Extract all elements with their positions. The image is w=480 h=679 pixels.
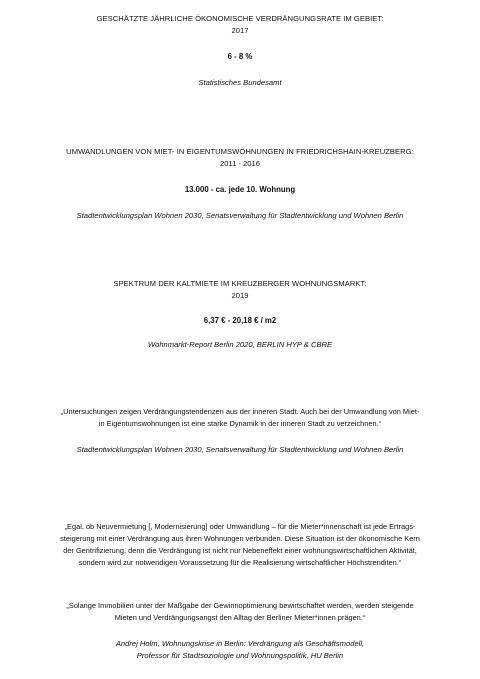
quote-source: Stadtentwicklungsplan Wohnen 2030, Senatsverwaltung für Stadtentwicklung und Wohnen Berlin (76, 445, 404, 454)
stat-rent-range (30, 278, 450, 351)
stat-year: 2017 (231, 26, 249, 35)
quote-gentrification (30, 521, 450, 569)
quote-text (30, 600, 450, 624)
stat-value: 13.000 - ca. jede 10. Wohnung (184, 185, 296, 194)
quote-line: sondern wird zur notwendigen Voraussetzung für die Realisierung wirtschaftlicher Höchstrenditen.“ (78, 558, 402, 567)
quote-stadtentwicklungsplan (30, 406, 450, 456)
quote-text (30, 406, 450, 430)
stat-source: Wohnmarkt-Report Berlin 2020, BERLIN HYP & CBRE (147, 340, 333, 349)
stat-conversions (30, 146, 450, 222)
stat-source: Stadtentwicklungsplan Wohnen 2030, Senatsverwaltung für Stadtentwicklung und Wohnen Berlin (76, 211, 404, 220)
quote-line: der Gentrifizierung, denn die Verdrängung ist nicht nur Nebeneffekt einer wohnungswirtschaftlichen Aktivität, (63, 546, 417, 555)
quote-line: „Untersuchungen zeigen Verdrängungstendenzen aus der inneren Stadt. Auch bei der Umwandlung von Miet- (60, 407, 420, 416)
stat-year: 2011 - 2016 (220, 159, 260, 168)
quote-line: in Eigentumswohnungen ist eine starke Dynamik in der inneren Stadt zu verzeichnen.“ (98, 419, 382, 428)
quote-line: „Solange Immobilien unter der Maßgabe der Gewinnoptimierung bewirtschaftet werden, werden steigende (66, 601, 414, 610)
stat-displacement-rate (30, 13, 450, 89)
stat-heading: SPEKTRUM DER KALTMIETE IM KREUZBERGER WOHNUNGSMARKT: (113, 279, 367, 288)
stat-value: 6 - 8 % (227, 52, 253, 61)
quote-line: steigerung mit einer Verdrängung aus ihren Wohnungen verbunden. Diese Situation ist der ökonomische Kern (60, 534, 420, 543)
quote-holm (30, 600, 450, 662)
quote-line: „Egal, ob Neuvermietung [, Modernisierung] oder Umwandlung – für die Mieter*innenschaft ist jede Ertrags- (64, 522, 416, 531)
stat-heading: GESCHÄTZTE JÄHRLICHE ÖKONOMISCHE VERDRÄNGUNGSRATE IM GEBIET: (96, 14, 384, 23)
stat-year: 2019 (231, 291, 249, 300)
quote-text (30, 521, 450, 569)
quote-line: Mieten und Verdrängungsangst den Alltag der Berliner Mieter*innen prägen.“ (114, 613, 366, 622)
quote-source (30, 638, 450, 662)
stat-source: Statistisches Bundesamt (198, 78, 282, 87)
stat-value: 6,37 € - 20,18 € / m2 (203, 316, 277, 325)
quote-source-line: Andrej Holm, Wohnungskrise in Berlin: Verdrängung als Geschäftsmodell, (115, 639, 365, 648)
quote-source-line: Professor für Stadtsoziologie und Wohnungspolitik, HU Berlin (136, 651, 344, 660)
stat-heading: UMWANDLUNGEN VON MIET- IN EIGENTUMSWOHNUNGEN IN FRIEDRICHSHAIN-KREUZBERG: (66, 147, 414, 156)
